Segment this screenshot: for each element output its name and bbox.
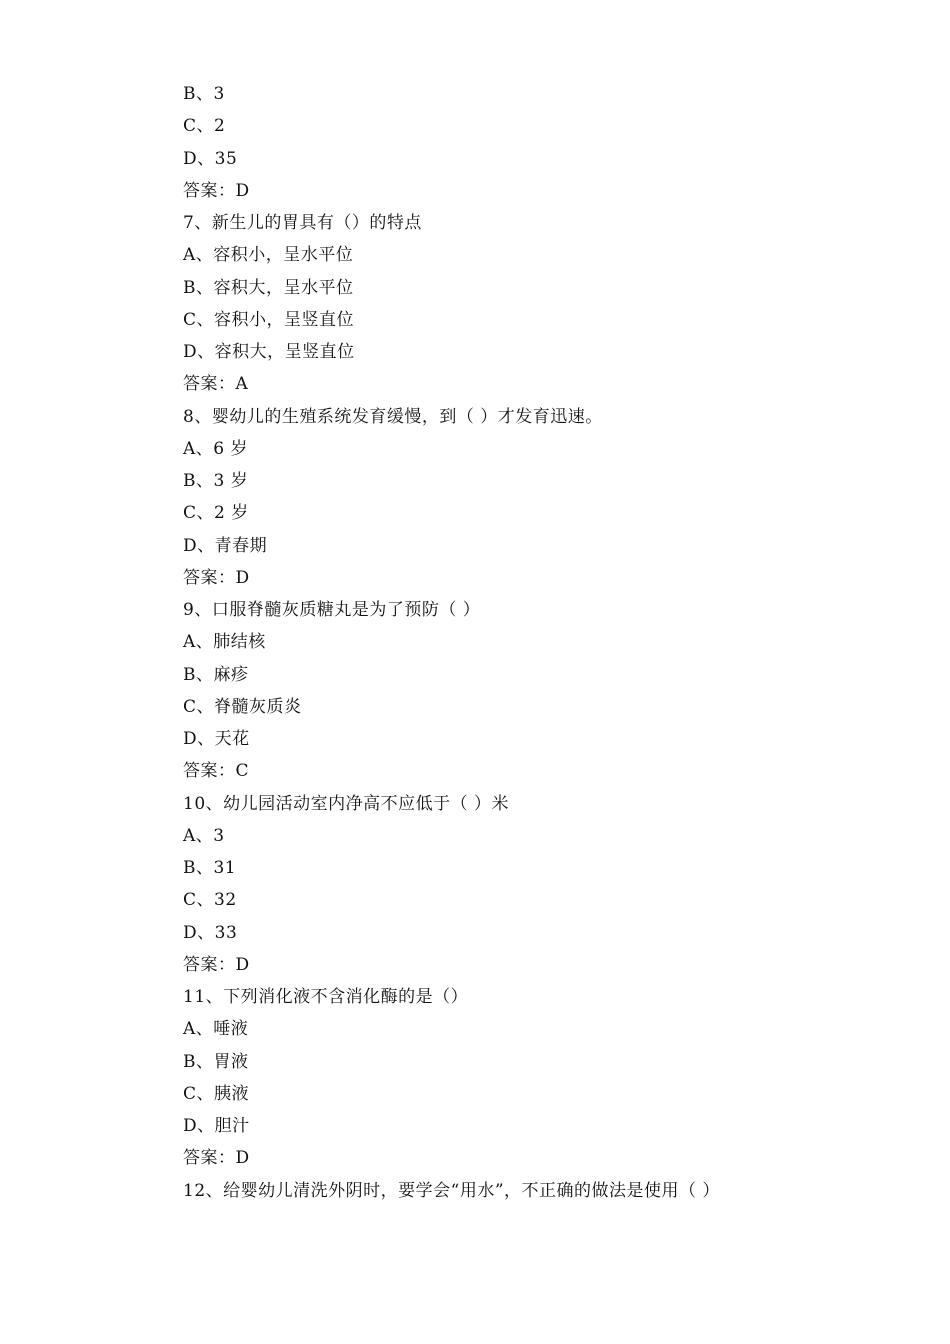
option-b: B、胃液: [183, 1051, 249, 1072]
option-c: C、容积小，呈竖直位: [183, 309, 355, 330]
option-c: C、胰液: [183, 1083, 250, 1104]
option-d: D、青春期: [183, 535, 268, 556]
answer-line: 答案：D: [183, 954, 250, 975]
answer-line: 答案：D: [183, 1148, 250, 1169]
option-d: D、35: [183, 148, 238, 169]
question-8: 8、婴幼儿的生殖系统发育缓慢，到（ ）才发育迅速。: [183, 406, 603, 427]
option-b: B、31: [183, 858, 237, 878]
option-d: D、容积大，呈竖直位: [183, 342, 355, 362]
option-c: C、2 岁: [183, 503, 249, 524]
text-body: [183, 78, 863, 1207]
option-b: B、3: [183, 84, 225, 104]
option-d: D、天花: [183, 729, 250, 749]
answer-line: 答案：D: [183, 180, 250, 201]
option-a: A、唾液: [183, 1019, 249, 1040]
option-c: C、32: [183, 890, 237, 911]
question-11: 11、下列消化液不含消化酶的是（）: [183, 987, 469, 1007]
question-10: 10、幼儿园活动室内净高不应低于（ ）米: [183, 793, 510, 814]
option-b: B、3 岁: [183, 471, 249, 491]
question-9: 9、口服脊髓灰质糖丸是为了预防（ ）: [183, 600, 481, 620]
question-12: 12、给婴幼儿清洗外阴时，要学会“用水”，不正确的做法是使用（ ）: [183, 1180, 720, 1201]
option-a: A、肺结核: [183, 632, 266, 653]
answer-line: 答案：A: [183, 374, 249, 395]
option-b: B、麻疹: [183, 664, 249, 685]
option-d: D、胆汁: [183, 1116, 250, 1136]
option-a: A、容积小，呈水平位: [183, 245, 354, 266]
answer-line: 答案：C: [183, 761, 250, 782]
option-a: A、3: [183, 825, 225, 846]
option-a: A、6 岁: [183, 438, 248, 459]
question-7: 7、新生儿的胃具有（）的特点: [183, 213, 422, 233]
option-c: C、脊髓灰质炎: [183, 696, 302, 717]
option-d: D、33: [183, 922, 238, 943]
option-b: B、容积大，呈水平位: [183, 277, 354, 298]
option-c: C、2: [183, 116, 226, 137]
answer-line: 答案：D: [183, 567, 250, 588]
